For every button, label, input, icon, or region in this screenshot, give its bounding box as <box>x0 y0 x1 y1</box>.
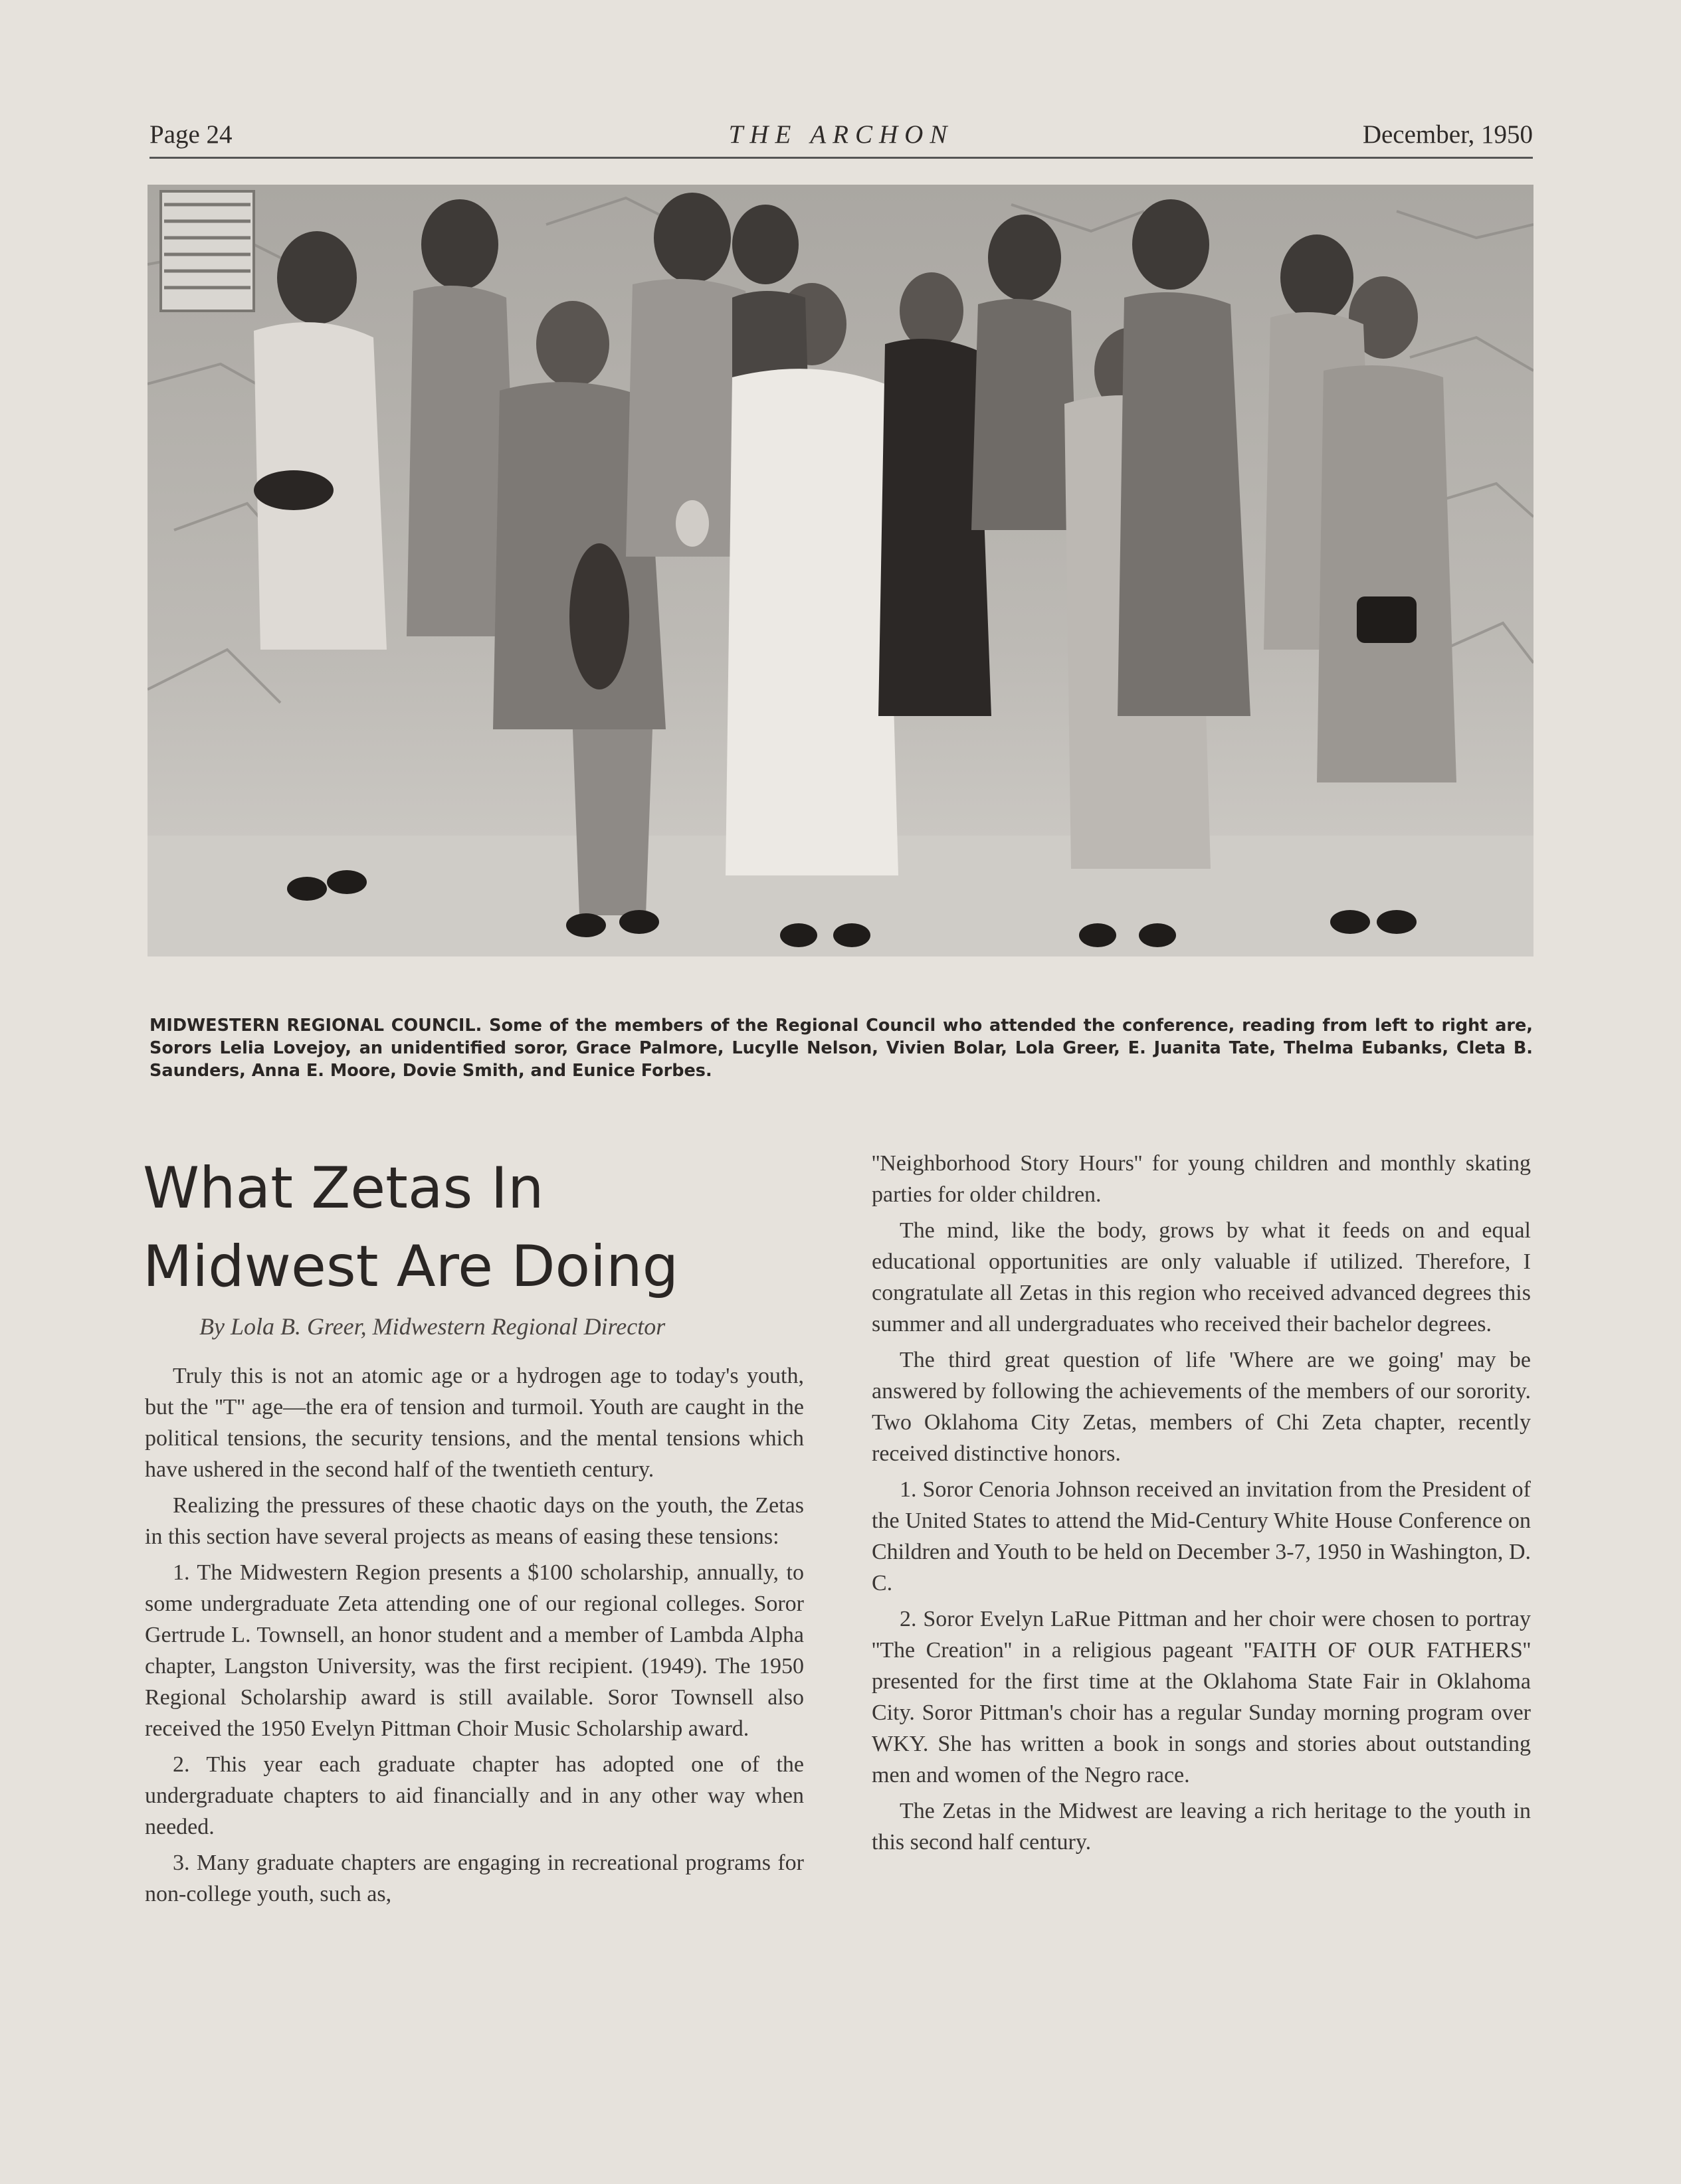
paragraph: 1. Soror Cenoria Johnson received an invitation from the President of the United States to attend the Mid-Century White House Conference on Children and Youth to be held on December 3-7, 1950 in Washington, D. C. <box>872 1477 1531 1595</box>
magazine-title: THE ARCHON <box>728 120 954 149</box>
article-byline: By Lola B. Greer, Midwestern Regional Director <box>199 1313 666 1340</box>
page-header <box>149 117 1533 159</box>
article-title <box>143 1149 847 1306</box>
title-line-2: Midwest Are Doing <box>143 1233 679 1300</box>
title-line-1: What Zetas In <box>143 1155 544 1222</box>
paragraph: 2. This year each graduate chapter has adopted one of the undergraduate chapters to aid financially and in any other way when needed. <box>145 1752 804 1839</box>
paragraph: The third great question of life 'Where are we going' may be answered by following the achievements of the members of our sorority. Two Oklahoma City Zetas, members of Chi Zeta chapter, recently received distinctive honors. <box>872 1348 1531 1466</box>
paragraph-continuation: ''Neighborhood Story Hours'' for young children and monthly skating parties for older children. <box>872 1151 1531 1207</box>
paragraph: 3. Many graduate chapters are engaging in recreational programs for non-college youth, such as, <box>145 1851 804 1906</box>
paragraph: 2. Soror Evelyn LaRue Pittman and her choir were chosen to portray ''The Creation'' in a religious pageant ''FAITH OF OUR FATHERS'' presented for the first time at the Oklahoma State Fair in Oklahoma City. Soror Pittman's choir has a regular Sunday morning program over WKY. She has written a book in songs and stories about outstanding men and women of the Negro race. <box>872 1607 1531 1787</box>
paragraph: The mind, like the body, grows by what it feeds on and equal educational opportunities are only valuable if utilized. Therefore, I congratulate all Zetas in this region who received advanced degrees this summer and all undergraduates who received their bachelor degrees. <box>872 1218 1531 1336</box>
group-photo <box>148 185 1533 956</box>
group-photo-illustration <box>148 185 1533 956</box>
right-column <box>872 1148 1531 1863</box>
left-column <box>145 1360 804 1914</box>
issue-date: December, 1950 <box>1362 120 1533 149</box>
paragraph: Realizing the pressures of these chaotic days on the youth, the Zetas in this section have several projects as means of easing these tensions: <box>145 1493 804 1549</box>
paragraph: Truly this is not an atomic age or a hydrogen age to today's youth, but the ''T'' age—the era of tension and turmoil. Youth are caught in the political tensions, the security tensions, and the mental tensions which have ushered in the second half of the twentieth century. <box>145 1364 804 1482</box>
paragraph: 1. The Midwestern Region presents a $100 scholarship, annually, to some undergraduate Zeta attending one of our regional colleges. Soror Gertrude L. Townsell, an honor student and a member of Lambda Alpha chapter, Langston University, was the first recipient. (1949). The 1950 Regional Scholarship award is still available. Soror Townsell also received the 1950 Evelyn Pittman Choir Music Scholarship award. <box>145 1560 804 1741</box>
photo-caption: MIDWESTERN REGIONAL COUNCIL. Some of the members of the Regional Council who attended the conference, reading from left to right are, Sorors Lelia Lovejoy, an unidentified soror, Grace Palmore, Lucylle Nelson, Vivien Bolar, Lola Greer, E. Juanita Tate, Thelma Eubanks, Cleta B. Saunders, Anna E. Moore, Dovie Smith, and Eunice Forbes. <box>149 1016 1533 1081</box>
page-number: Page 24 <box>149 120 233 149</box>
paragraph: The Zetas in the Midwest are leaving a rich heritage to the youth in this second half century. <box>872 1799 1531 1855</box>
